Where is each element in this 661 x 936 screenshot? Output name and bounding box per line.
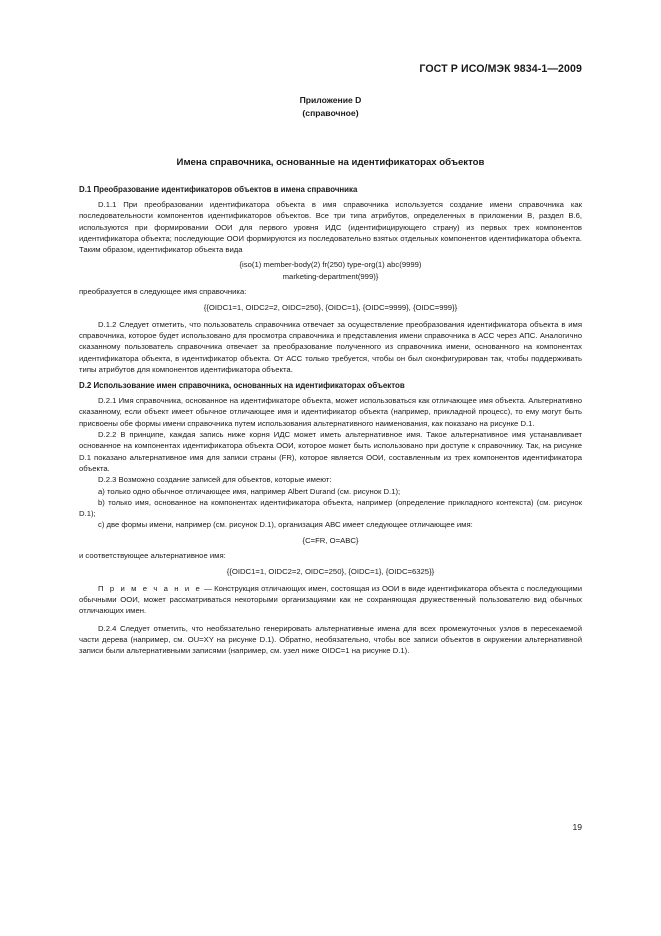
paragraph-d2-2: D.2.2 В принципе, каждая запись ниже корня ИДС может иметь альтернативное имя. Такое альтернативное имя устанавливает основанное на компонентах идентификатора объекта ООИ, которое может быть использовано при доступе к справочнику. Так, на рисунке D.1 показано альтернативное имя для записи страны (FR), которое является ООИ, составленным из трех компонентов идентификатора объекта. xyxy=(79,430,582,473)
paragraph-d2-4: D.2.4 Следует отметить, что необязательно генерировать альтернативные имена для всех промежуточных узлов в пересекаемой части дерева (например, см. OU=XY на рисунке D.1). Обратно, необязательно, чтобы все записи объектов в окружении альтернативной записи были альтернативными записями (например, см. узел ниже OIDC=1 на рисунке D.1). xyxy=(79,623,582,656)
formula-directory-name: {{OIDC1=1, OIDC2=2, OIDC=250}, {OIDC=1}, {OIDC=9999}, {OIDC=999}} xyxy=(203,303,458,313)
list-item-b: b) только имя, основанное на компонентах идентификатора объекта, например (определение прикладного контекста) (см. рисунок D.1); xyxy=(79,497,582,519)
appendix-title: Приложение D xyxy=(299,95,362,105)
standard-header: ГОСТ Р ИСО/МЭК 9834-1—2009 xyxy=(419,63,582,75)
document-body xyxy=(79,184,582,656)
formula-distinguished-name: {C=FR, O=ABC} xyxy=(302,535,359,545)
section-d1-heading: D.1 Преобразование идентификаторов объектов в имена справочника xyxy=(79,185,358,194)
formula-oid-line2: marketing-department(999)} xyxy=(282,271,379,281)
alternative-name-text: и соответствующее альтернативное имя: xyxy=(79,551,226,561)
main-title: Имена справочника, основанные на идентификаторах объектов xyxy=(176,157,485,168)
appendix-subtitle: (справочное) xyxy=(302,108,359,118)
list-item-c: с) две формы имени, например (см. рисунок D.1), организация АВС имеет следующее отличающее имя: xyxy=(98,520,473,530)
formula-oid-line1: {iso(1) member-body(2) fr(250) type-org(1) abc(9999) xyxy=(239,260,422,270)
paragraph-d2-1: D.2.1 Имя справочника, основанное на идентификаторе объекта, может использоваться как отличающее имя объекта. Альтернативно сказанному, если объект имеет обычное отличающее имя и идентификатор объекта (например, прикладной процесс), то ему могут быть присвоены обе формы имени справочника путем использования альтернативного наименования, как показано на рисунке D.1. xyxy=(79,396,582,428)
note-label: П р и м е ч а н и е xyxy=(98,583,202,593)
page-number: 19 xyxy=(572,822,582,832)
paragraph-d1-1: D.1.1 При преобразовании идентификатора объекта в имя справочника используется создание имени справочника как последовательности компонентов идентификаторов объектов. Все три типа атрибутов, определенных в приложении В, раздел В.6, используются при формировании ООИ для первого уровня ИДС (идентифицирующего страну) из первых трех компонентов идентификатора объекта; последующие ООИ формируются из последовательно взятых отдельных компонентов идентификатора объекта. Таким образом, идентификатор объекта вида xyxy=(79,200,582,255)
note-text: — Конструкция отличающих имен, состоящая из ООИ в виде идентификатора объекта с последующими обычными ООИ, может рассматриваться некоторыми организациями как не сохраняющая дружественный пользователю вид обычных отличающих имен. xyxy=(79,583,582,616)
paragraph-d1-2: D.1.2 Следует отметить, что пользователь справочника отвечает за осуществление преобразования идентификатора объекта в имя справочника, которое будет использовано для просмотра справочника и представления имени справочника в АСС через АПС. Аналогично сказанному пользователь справочника отвечает за преобразование полученного из справочника имени, основанного на компонентах идентификатора объекта, в идентификатор объекта. От АСС только требуется, чтобы он был сконфигурирован так, чтобы поддерживать типы атрибутов для компонентов идентификатора объекта. xyxy=(79,319,582,374)
note xyxy=(79,583,582,617)
transform-text: преобразуется в следующее имя справочника: xyxy=(79,287,247,297)
formula-alternative-name: {{OIDC1=1, OIDC2=2, OIDC=250}, {OIDC=1}, {OIDC=6325}} xyxy=(226,567,435,577)
paragraph-d2-3: D.2.3 Возможно создание записей для объектов, которые имеют: xyxy=(98,475,332,485)
section-d2-heading: D.2 Использование имен справочника, основанных на идентификаторах объектов xyxy=(79,381,405,391)
list-item-a: а) только одно обычное отличающее имя, например Albert Durand (см. рисунок D.1); xyxy=(98,486,401,496)
